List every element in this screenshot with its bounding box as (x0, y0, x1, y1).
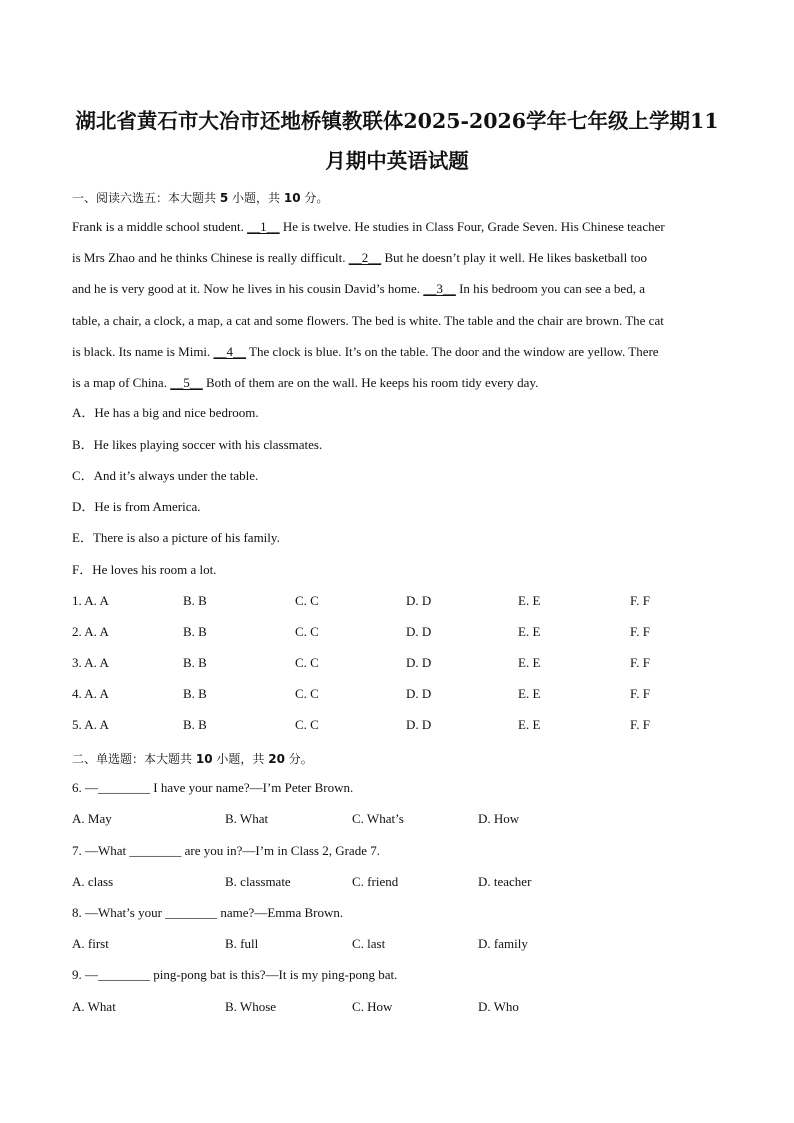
passage-text: Frank is a middle school student. (72, 219, 248, 234)
question-options (72, 811, 712, 827)
passage-text: is black. Its name is Mimi. (72, 344, 214, 359)
choice-item: B．He likes playing soccer with his classmates. (72, 437, 323, 452)
answer-option: E. E (518, 624, 541, 639)
section-2-heading (72, 750, 313, 767)
answer-option: D. D (406, 686, 432, 701)
answer-option: D. D (406, 593, 432, 608)
question-option: B. What (225, 811, 269, 826)
passage-blank: __1__ (247, 219, 280, 234)
passage-line (72, 250, 647, 266)
answer-row (72, 593, 712, 609)
passage-text: and he is very good at it. Now he lives in his cousin David’s home. (72, 281, 424, 296)
passage-text: In his bedroom you can see a bed, a (455, 281, 645, 296)
passage-text: Both of them are on the wall. He keeps his room tidy every day. (202, 375, 539, 390)
answer-option: B. B (183, 686, 207, 701)
passage-text: He is twelve. He studies in Class Four, Grade Seven. His Chinese teacher (279, 219, 665, 234)
section-1-count: 5 (219, 191, 229, 205)
answer-option: F. F (630, 624, 650, 639)
answer-option: C. C (295, 655, 319, 670)
question-options (72, 874, 712, 890)
question-option: B. classmate (225, 874, 291, 889)
choice-item: D．He is from America. (72, 499, 201, 514)
question-option: C. friend (352, 874, 399, 889)
question-options (72, 999, 712, 1015)
passage-blank: __2__ (348, 250, 382, 265)
question-option: C. last (352, 936, 386, 951)
choice-item: A．He has a big and nice bedroom. (72, 405, 259, 420)
passage-line (72, 219, 665, 235)
choice-item: E．There is also a picture of his family. (72, 530, 280, 545)
answer-option: C. C (295, 624, 319, 639)
passage-line (72, 344, 659, 360)
answer-option: B. B (183, 593, 207, 608)
answer-option: C. C (295, 717, 319, 732)
section-2-mid: 小题，共 (216, 752, 265, 766)
section-1-prefix: 一、阅读六选五：本大题共 (72, 191, 217, 205)
question-option: A. class (72, 874, 114, 889)
section-2-prefix: 二、单选题：本大题共 (72, 752, 193, 766)
answer-option: B. B (183, 717, 207, 732)
question-option: D. Who (478, 999, 519, 1014)
answer-option: F. F (630, 593, 650, 608)
question-option: B. full (225, 936, 259, 951)
question-options (72, 936, 712, 952)
answer-option: D. D (406, 624, 432, 639)
answer-row (72, 624, 712, 640)
section-2-points: 20 (268, 752, 285, 766)
question-option: C. What’s (352, 811, 404, 826)
answer-option: E. E (518, 655, 541, 670)
answer-option: 5. A. A (72, 717, 109, 732)
passage-line (72, 375, 538, 391)
question-stem: 9. —________ ping-pong bat is this?—It is my ping-pong bat. (72, 967, 398, 982)
section-2-suffix: 分。 (288, 752, 313, 766)
answer-option: D. D (406, 655, 432, 670)
answer-option: 3. A. A (72, 655, 109, 670)
question-stem: 8. —What’s your ________ name?—Emma Brown. (72, 905, 344, 920)
question-option: D. How (478, 811, 520, 826)
answer-option: E. E (518, 686, 541, 701)
question-option: A. first (72, 936, 109, 951)
section-1-points: 10 (283, 191, 301, 205)
choice-item: C．And it’s always under the table. (72, 468, 259, 483)
passage-text: But he doesn’t play it well. He likes basketball too (381, 250, 648, 265)
passage-blank: __4__ (213, 344, 247, 359)
passage-text: table, a chair, a clock, a map, a cat and some flowers. The bed is white. The table and the chair are brown. The cat (72, 313, 664, 328)
passage-blank: __5__ (170, 375, 203, 390)
section-1-suffix: 分。 (304, 191, 329, 205)
question-option: B. Whose (225, 999, 277, 1014)
section-2-count: 10 (195, 752, 213, 766)
passage-text: is a map of China. (72, 375, 171, 390)
question-option: A. What (72, 999, 116, 1014)
exam-title-line-2: 月期中英语试题 (325, 149, 469, 173)
passage-line (72, 313, 664, 329)
section-1-heading (72, 189, 328, 206)
answer-option: 2. A. A (72, 624, 109, 639)
question-option: D. teacher (478, 874, 532, 889)
answer-option: B. B (183, 624, 207, 639)
passage-text: The clock is blue. It’s on the table. The door and the window are yellow. There (246, 344, 659, 359)
exam-title-line-1: 湖北省黄石市大冶市还地桥镇教联体2025-2026学年七年级上学期11 (75, 109, 719, 133)
answer-row (72, 686, 712, 702)
passage-text: is Mrs Zhao and he thinks Chinese is really difficult. (72, 250, 349, 265)
choice-item: F．He loves his room a lot. (72, 562, 217, 577)
answer-option: 4. A. A (72, 686, 109, 701)
answer-option: C. C (295, 686, 319, 701)
question-option: C. How (352, 999, 393, 1014)
answer-option: E. E (518, 717, 541, 732)
answer-option: B. B (183, 655, 207, 670)
question-option: A. May (72, 811, 112, 826)
question-option: D. family (478, 936, 528, 951)
answer-option: C. C (295, 593, 319, 608)
question-stem: 7. —What ________ are you in?—I’m in Class 2, Grade 7. (72, 843, 380, 858)
answer-option: F. F (630, 655, 650, 670)
answer-option: D. D (406, 717, 432, 732)
question-stem: 6. —________ I have your name?—I’m Peter Brown. (72, 780, 354, 795)
answer-row (72, 717, 712, 733)
answer-option: 1. A. A (72, 593, 109, 608)
answer-row (72, 655, 712, 671)
answer-option: E. E (518, 593, 541, 608)
answer-option: F. F (630, 686, 650, 701)
passage-line (72, 281, 645, 297)
section-1-mid: 小题，共 (232, 191, 281, 205)
passage-blank: __3__ (423, 281, 456, 296)
answer-option: F. F (630, 717, 650, 732)
